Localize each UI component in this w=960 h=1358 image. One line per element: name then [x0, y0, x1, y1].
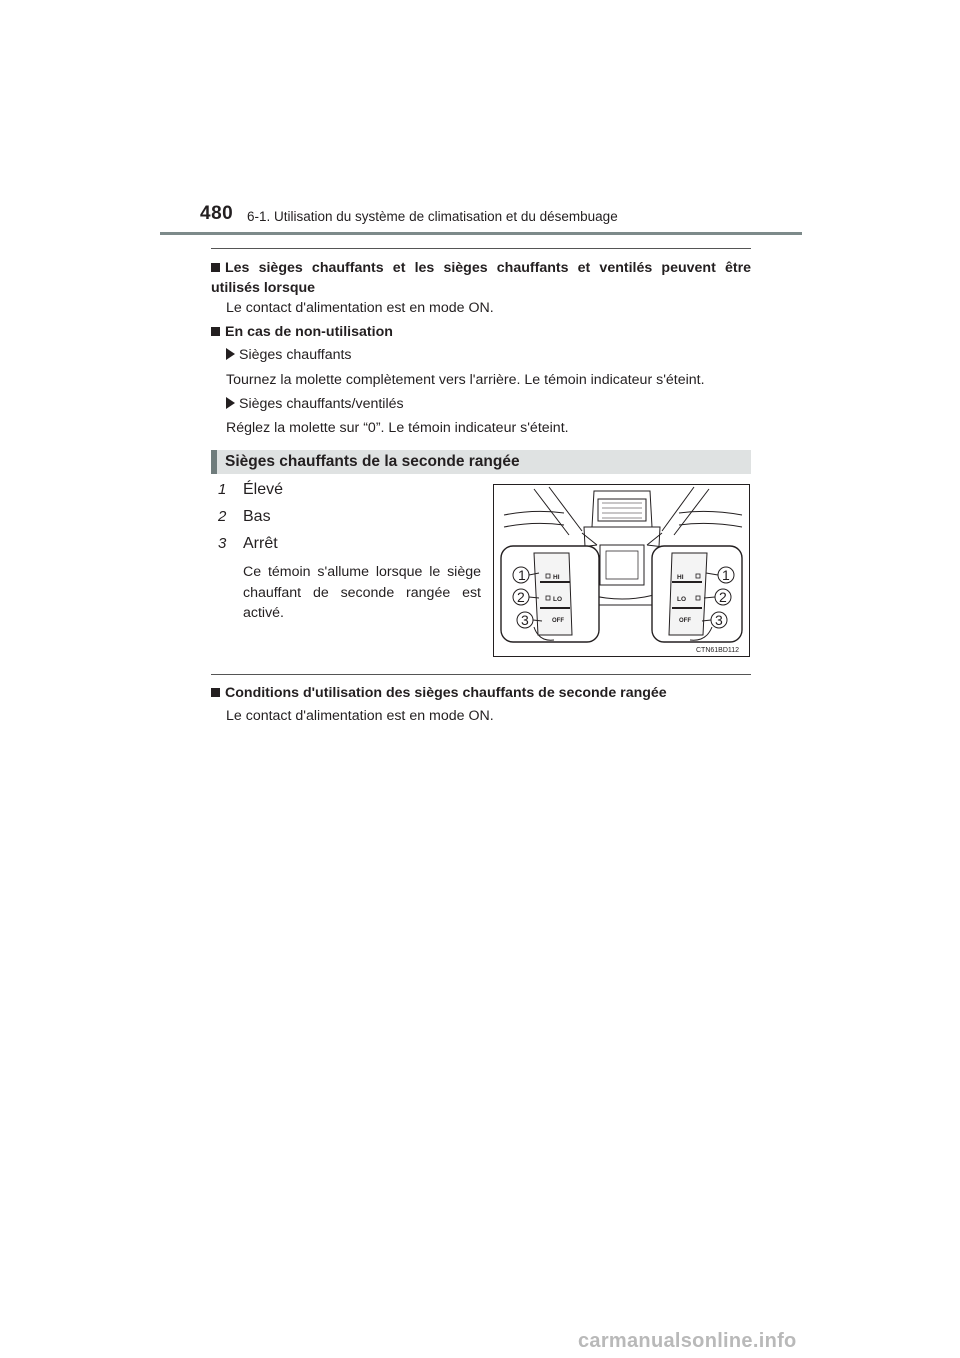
note-text-usable: Le contact d'alimentation est en mode ON.: [226, 300, 494, 316]
callout-1-right: 1: [722, 567, 730, 583]
callout-1-left: 1: [518, 567, 526, 583]
item-low: 2 Bas: [218, 508, 271, 525]
item-number: 1: [218, 481, 227, 498]
section-title: Sièges chauffants de la seconde rangée: [225, 453, 520, 470]
note-heading-conditions: Conditions d'utilisation des sièges chauffants de seconde rangée: [211, 683, 751, 703]
note-heading-not-in-use: En cas de non-utilisation: [211, 322, 751, 342]
square-bullet-icon: [211, 263, 220, 272]
header-rule: [160, 232, 802, 235]
section-accent: [211, 450, 217, 474]
note-text-conditions: Le contact d'alimentation est en mode ON.: [226, 708, 494, 724]
page-number: 480: [200, 203, 234, 224]
subitem-heated-ventilated-text: Réglez la molette sur “0”. Le témoin indicateur s'éteint.: [226, 420, 569, 436]
triangle-bullet-icon: [226, 348, 235, 360]
subitem-heated-seats: Sièges chauffants: [226, 345, 352, 365]
button-hi-right: HI: [677, 574, 684, 581]
divider-bottom: [211, 674, 751, 675]
button-off-right: OFF: [679, 618, 691, 624]
item-number: 3: [218, 535, 227, 552]
button-off-left: OFF: [552, 618, 564, 624]
button-hi-left: HI: [553, 574, 560, 581]
callout-3-right: 3: [715, 612, 723, 628]
console-illustration: [494, 485, 749, 656]
note-heading-usable: Les sièges chauffants et les sièges chauffants et ventilés peuvent être utilisés lorsque: [211, 260, 751, 296]
item-high: 1 Élevé: [218, 481, 284, 498]
triangle-bullet-icon: [226, 397, 235, 409]
item-off: 3 Arrêt: [218, 535, 278, 552]
watermark: carmanualsonline.info: [578, 1330, 797, 1352]
button-lo-right: LO: [677, 596, 687, 603]
divider-top: [211, 248, 751, 249]
chapter-title: 6-1. Utilisation du système de climatisation et du désembuage: [247, 209, 618, 224]
square-bullet-icon: [211, 327, 220, 336]
section-title-bar: [211, 450, 751, 474]
square-bullet-icon: [211, 688, 220, 697]
figure-code: CTN61BD112: [696, 647, 740, 654]
button-lo-left: LO: [553, 596, 563, 603]
callout-2-right: 2: [719, 589, 727, 605]
callout-2-left: 2: [517, 589, 525, 605]
item-number: 2: [218, 508, 227, 525]
subitem-heated-seats-text: Tournez la molette complètement vers l'arrière. Le témoin indicateur s'éteint.: [226, 372, 705, 388]
subitem-heated-ventilated-seats: Sièges chauffants/ventilés: [226, 394, 404, 414]
indicator-note: Ce témoin s'allume lorsque le siège chauffant de seconde rangée est activé.: [243, 564, 481, 621]
seat-heater-figure: [493, 484, 750, 657]
callout-3-left: 3: [521, 612, 529, 628]
